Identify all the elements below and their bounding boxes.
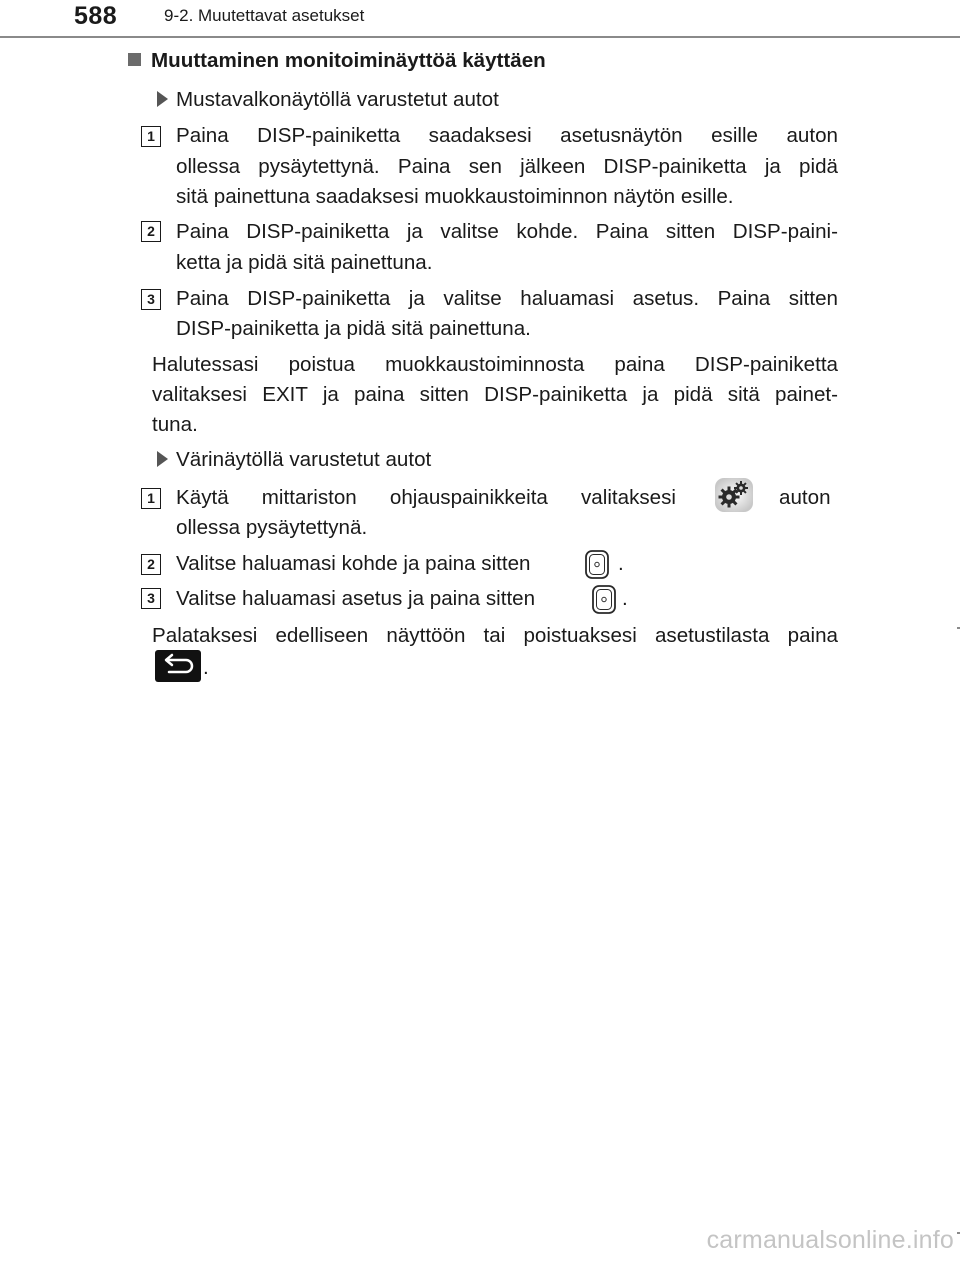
ok-button-icon — [591, 584, 617, 615]
square-bullet-icon — [128, 53, 141, 66]
step-number-1: 1 — [141, 126, 161, 147]
step3-line: DISP-painiketta ja pidä sitä painettuna. — [176, 317, 531, 340]
note-line: Halutessasi poistua muokkaustoiminnosta paina DISP-painiketta — [152, 353, 838, 376]
header-rule — [0, 36, 960, 38]
step-number-3: 3 — [141, 588, 161, 609]
section-heading: Muuttaminen monitoiminäyttöä käyttäen — [128, 49, 546, 73]
step-number-3: 3 — [141, 289, 161, 310]
ok-button-icon — [584, 549, 610, 580]
triangle-bullet-icon — [157, 91, 168, 107]
color-note-line: Palataksesi edelliseen näyttöön tai poistuaksesi asetustilasta paina — [152, 624, 838, 647]
step-number-1: 1 — [141, 488, 161, 509]
color-note-end: . — [203, 656, 209, 679]
step3-line: Paina DISP-painiketta ja valitse haluamasi asetus. Paina sitten — [176, 287, 838, 310]
section-header: 9-2. Muutettavat asetukset — [164, 6, 365, 25]
note-line: tuna. — [152, 413, 198, 436]
color-step1-line2: ollessa pysäytettynä. — [176, 516, 368, 539]
back-arrow-icon — [155, 650, 201, 682]
step-number-2: 2 — [141, 221, 161, 242]
color-step2-text: Valitse haluamasi kohde ja paina sitten — [176, 552, 531, 575]
step1-line: sitä painettuna saadaksesi muokkaustoiminnon näytön esille. — [176, 185, 734, 208]
step2-line: ketta ja pidä sitä painettuna. — [176, 251, 433, 274]
color-step3-text: Valitse haluamasi asetus ja paina sitten — [176, 587, 536, 610]
color-step1-text: Käytä mittariston ohjauspainikkeita valitaksesi — [176, 486, 676, 509]
step2-line: Paina DISP-painiketta ja valitse kohde. Paina sitten DISP-paini- — [176, 220, 838, 243]
page-number: 588 — [74, 2, 118, 30]
gears-settings-icon — [714, 476, 754, 514]
subheading-color: Värinäytöllä varustetut autot — [176, 448, 432, 471]
color-step1-text-after: auton — [779, 486, 831, 509]
note-line: valitaksesi EXIT ja paina sitten DISP-painiketta ja pidä sitä painet- — [152, 383, 838, 406]
color-step2-end: . — [618, 552, 624, 575]
step-number-2: 2 — [141, 554, 161, 575]
color-step3-end: . — [622, 587, 628, 610]
subheading-mono: Mustavalkonäytöllä varustetut autot — [176, 88, 499, 111]
triangle-bullet-icon — [157, 451, 168, 467]
step1-line: ollessa pysäytettynä. Paina sen jälkeen DISP-painiketta ja pidä — [176, 155, 838, 178]
footer-watermark: carmanualsonline.info — [706, 1226, 954, 1254]
step1-line: Paina DISP-painiketta saadaksesi asetusnäytön esille auton — [176, 124, 838, 147]
